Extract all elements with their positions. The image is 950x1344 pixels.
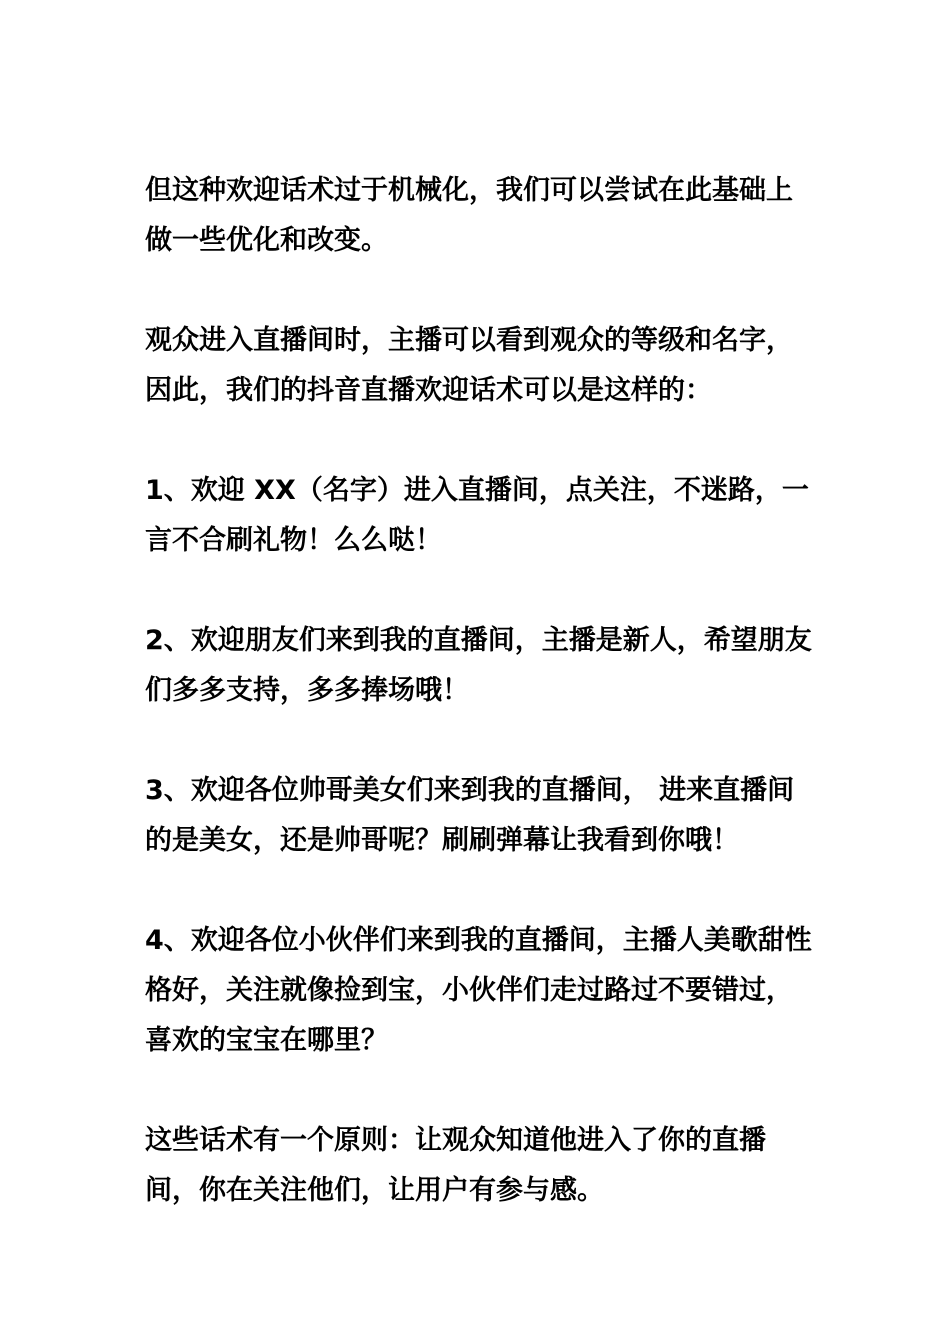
paragraph-principle: 这些话术有一个原则：让观众知道他进入了你的直播间，你在关注他们，让用户有参与感。 [145, 1125, 766, 1206]
paragraph-example-4: 4、欢迎各位小伙伴们来到我的直播间，主播人美歌甜性格好，关注就像捡到宝，小伙伴们走过路过不要错过，喜欢的宝宝在哪里？ [145, 925, 812, 1056]
paragraph-example-1: 1、欢迎 XX（名字）进入直播间，点关注，不迷路，一言不合刷礼物！么么哒！ [145, 475, 809, 556]
paragraph-example-2: 2、欢迎朋友们来到我的直播间，主播是新人，希望朋友们多多支持，多多捧场哦！ [145, 625, 812, 706]
paragraph-context: 观众进入直播间时，主播可以看到观众的等级和名字，因此，我们的抖音直播欢迎话术可以是这样的： [145, 325, 793, 406]
paragraph-intro: 但这种欢迎话术过于机械化，我们可以尝试在此基础上做一些优化和改变。 [145, 175, 793, 256]
document-body [145, 166, 813, 1216]
paragraph-example-3: 3、欢迎各位帅哥美女们来到我的直播间， 进来直播间的是美女，还是帅哥呢？刷刷弹幕让我看到你哦！ [145, 775, 795, 856]
